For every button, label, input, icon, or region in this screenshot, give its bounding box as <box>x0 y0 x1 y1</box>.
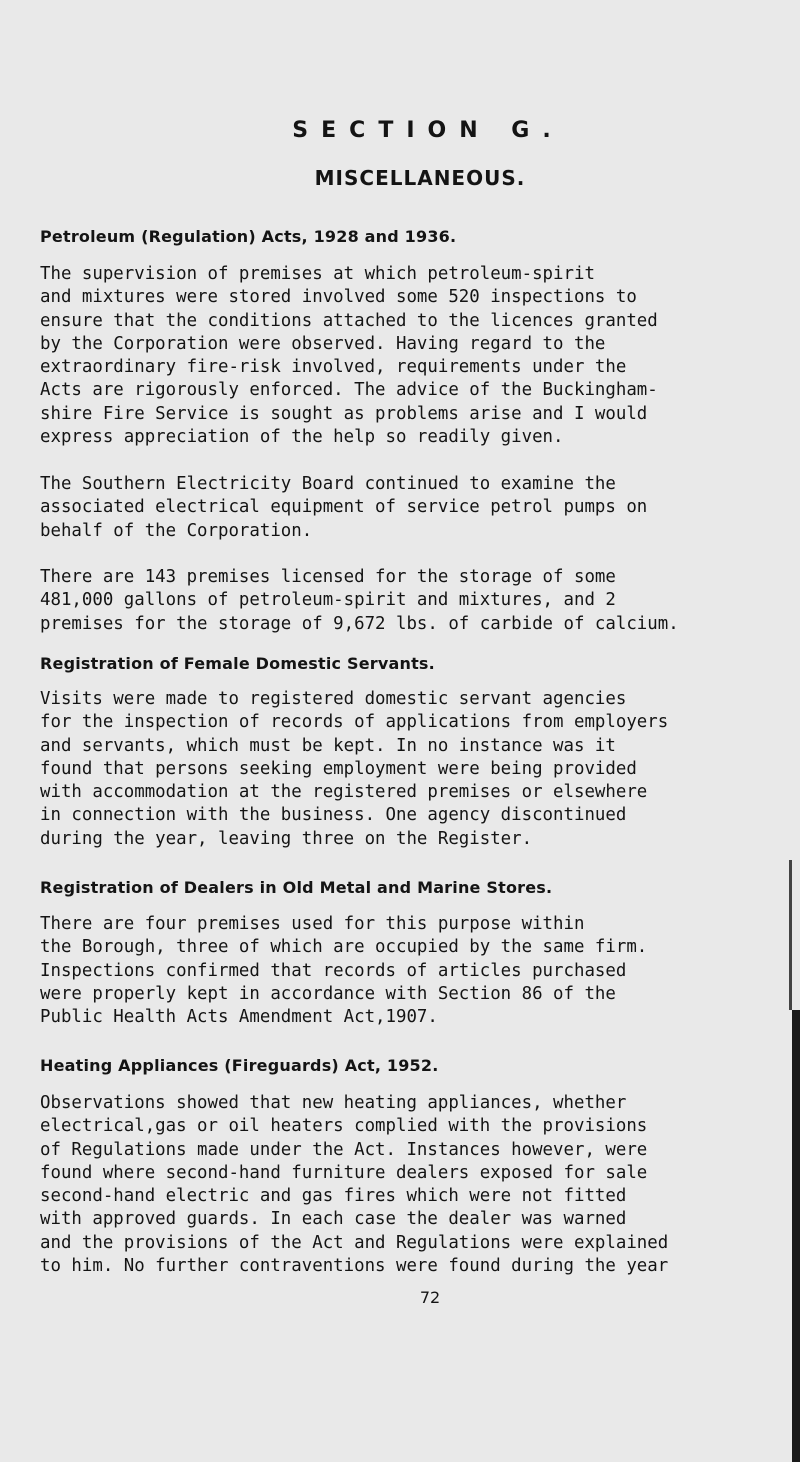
page-edge-shadow <box>792 1010 800 1462</box>
paragraph-domestic-servants: Visits were made to registered domestic servant agencies for the inspection of records of applications from employers and servants, which must be kept. In no instance was it found that persons seeking employment were being provided with accommodation at the registered premises or elsewhere in connection with the business. One agency discontinued during the year, leaving three on the Register. <box>40 689 669 849</box>
heading-old-metal-dealers: Registration of Dealers in Old Metal and Marine Stores. <box>40 878 553 897</box>
heading-petroleum: Petroleum (Regulation) Acts, 1928 and 1936. <box>40 227 457 246</box>
paragraph-petroleum-supervision: The supervision of premises at which petroleum-spirit and mixtures were stored involved some 520 inspections to ensure that the conditions attached to the licences granted by the Corporation were observed. Having regard to the extraordinary fire-risk involved, requirements under the Acts are rigorously enforced. The advice of the Buckingham- shire Fire Service is sought as problems arise and I would express appreciation of the help so readily given. <box>40 264 658 448</box>
section-title: SECTION G. <box>292 118 564 143</box>
heading-heating-appliances: Heating Appliances (Fireguards) Act, 1952. <box>40 1056 439 1075</box>
paragraph-electricity-board: The Southern Electricity Board continued to examine the associated electrical equipment of service petrol pumps on behalf of the Corporation. <box>40 474 648 541</box>
paragraph-premises-licensed: There are 143 premises licensed for the storage of some 481,000 gallons of petroleum-spirit and mixtures, and 2 premises for the storage of 9,672 lbs. of carbide of calcium. <box>40 567 679 634</box>
heading-domestic-servants: Registration of Female Domestic Servants. <box>40 654 435 673</box>
page-edge-line <box>789 860 792 1010</box>
paragraph-old-metal-dealers: There are four premises used for this purpose within the Borough, three of which are occupied by the same firm. Inspections confirmed that records of articles purchased were properly kept in accordance with Section 86 of the Public Health Acts Amendment Act,1907. <box>40 914 648 1028</box>
paragraph-heating-appliances: Observations showed that new heating appliances, whether electrical,gas or oil heaters complied with the provisions of Regulations made under the Act. Instances however, were found where second-hand furniture dealers exposed for sale second-hand electric and gas fires which were not fitted with approved guards. In each case the dealer was warned and the provisions of the Act and Regulations were explained to him. No further contraventions were found during the year <box>40 1093 669 1277</box>
section-subtitle: MISCELLANEOUS. <box>314 166 526 190</box>
page-number: 72 <box>419 1288 441 1307</box>
